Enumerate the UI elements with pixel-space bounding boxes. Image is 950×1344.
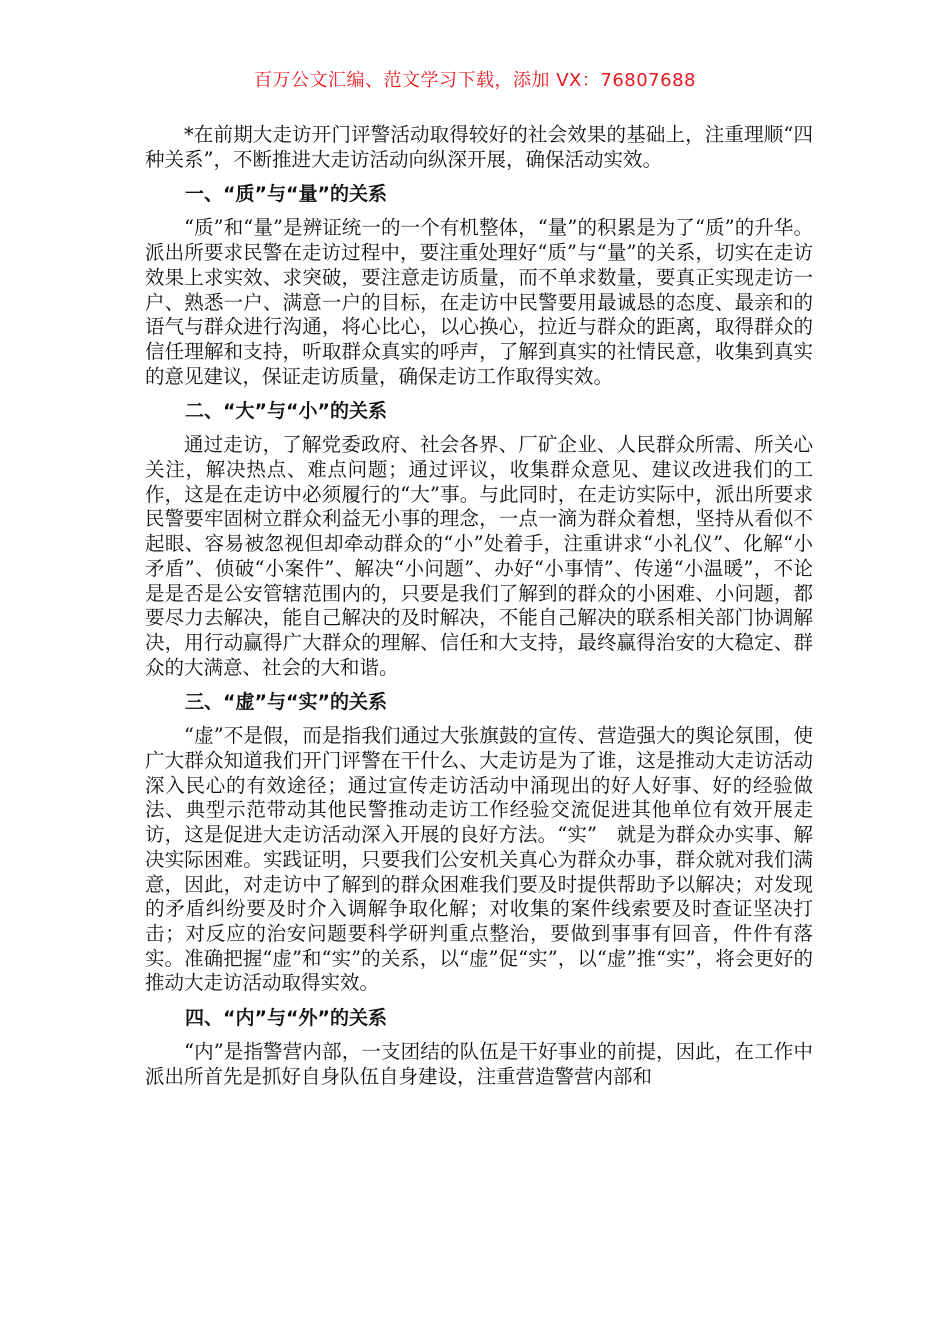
section-4-heading: 四、“内”与“外”的关系 [185, 1007, 387, 1030]
document-body [145, 123, 813, 1090]
section-2-body: 通过走访，了解党委政府、社会各界、厂矿企业、人民群众所需、所关心关注，解决热点、难点问题；通过评议，收集群众意见、建议改进我们的工作，这是在走访中必须履行的“大”事。与此同时，在走访实际中，派出所要求民警要牢固树立群众利益无小事的理念，一点一滴为群众着想，坚持从看似不起眼、容易被忽视但却牵动群众的“小”处着手，注重讲求“小礼仪”、化解“小矛盾”、侦破“小案件”、解决“小问题”、办好“小事情”、传递“小温暖”，不论是是否是公安管辖范围内的，只要是我们了解到的群众的小困难、小问题，都要尽力去解决，能自己解决的及时解决，不能自己解决的联系相关部门协调解决，用行动赢得广大群众的理解、信任和大支持，最终赢得治安的大稳定、群众的大满意、社会的大和谐。 [145, 433, 813, 679]
section-4-body: “内”是指警营内部，一支团结的队伍是干好事业的前提，因此，在工作中派出所首先是抓好自身队伍自身建设，注重营造警营内部和 [145, 1040, 813, 1088]
header-banner: 百万公文汇编、范文学习下载，添加 VX：76807688 [254, 70, 696, 91]
section-3-body: “虚”不是假，而是指我们通过大张旗鼓的宣传、营造强大的舆论氛围，使广大群众知道我们开门评警在干什么、大走访是为了谁，这是推动大走访活动深入民心的有效途径；通过宣传走访活动中涌现出的好人好事、好的经验做法、典型示范带动其他民警推动走访工作经验交流促进其他单位有效开展走访，这是促进大走访活动深入开展的良好方法。“实” 就是为群众办实事、解决实际困难。实践证明，只要我们公安机关真心为群众办事，群众就对我们满意，因此，对走访中了解到的群众困难我们要及时提供帮助予以解决；对发现的矛盾纠纷要及时介入调解争取化解；对收集的案件线索要及时查证坚决打击；对反应的治安问题要科学研判重点整治，要做到事事有回音，件件有落实。准确把握“虚”和“实”的关系，以“虚”促“实”，以“虚”推“实”，将会更好的推动大走访活动取得实效。 [145, 724, 813, 995]
section-2-heading: 二、“大”与“小”的关系 [185, 400, 387, 423]
intro-paragraph: *在前期大走访开门评警活动取得较好的社会效果的基础上，注重理顺“四种关系”，不断推进大走访活动向纵深开展，确保活动实效。 [145, 123, 813, 171]
section-1-body: “质”和“量”是辨证统一的一个有机整体，“量”的积累是为了“质”的升华。派出所要求民警在走访过程中，要注重处理好“质”与“量”的关系，切实在走访效果上求实效、求突破，要注意走访质量，而不单求数量，要真正实现走访一户、熟悉一户、满意一户的目标，在走访中民警要用最诚恳的态度、最亲和的语气与群众进行沟通，将心比心，以心换心，拉近与群众的距离，取得群众的信任理解和支持，听取群众真实的呼声，了解到真实的社情民意，收集到真实的意见建议，保证走访质量，确保走访工作取得实效。 [145, 216, 813, 388]
section-1-heading: 一、“质”与“量”的关系 [185, 183, 387, 206]
section-3-heading: 三、“虚”与“实”的关系 [185, 691, 387, 714]
